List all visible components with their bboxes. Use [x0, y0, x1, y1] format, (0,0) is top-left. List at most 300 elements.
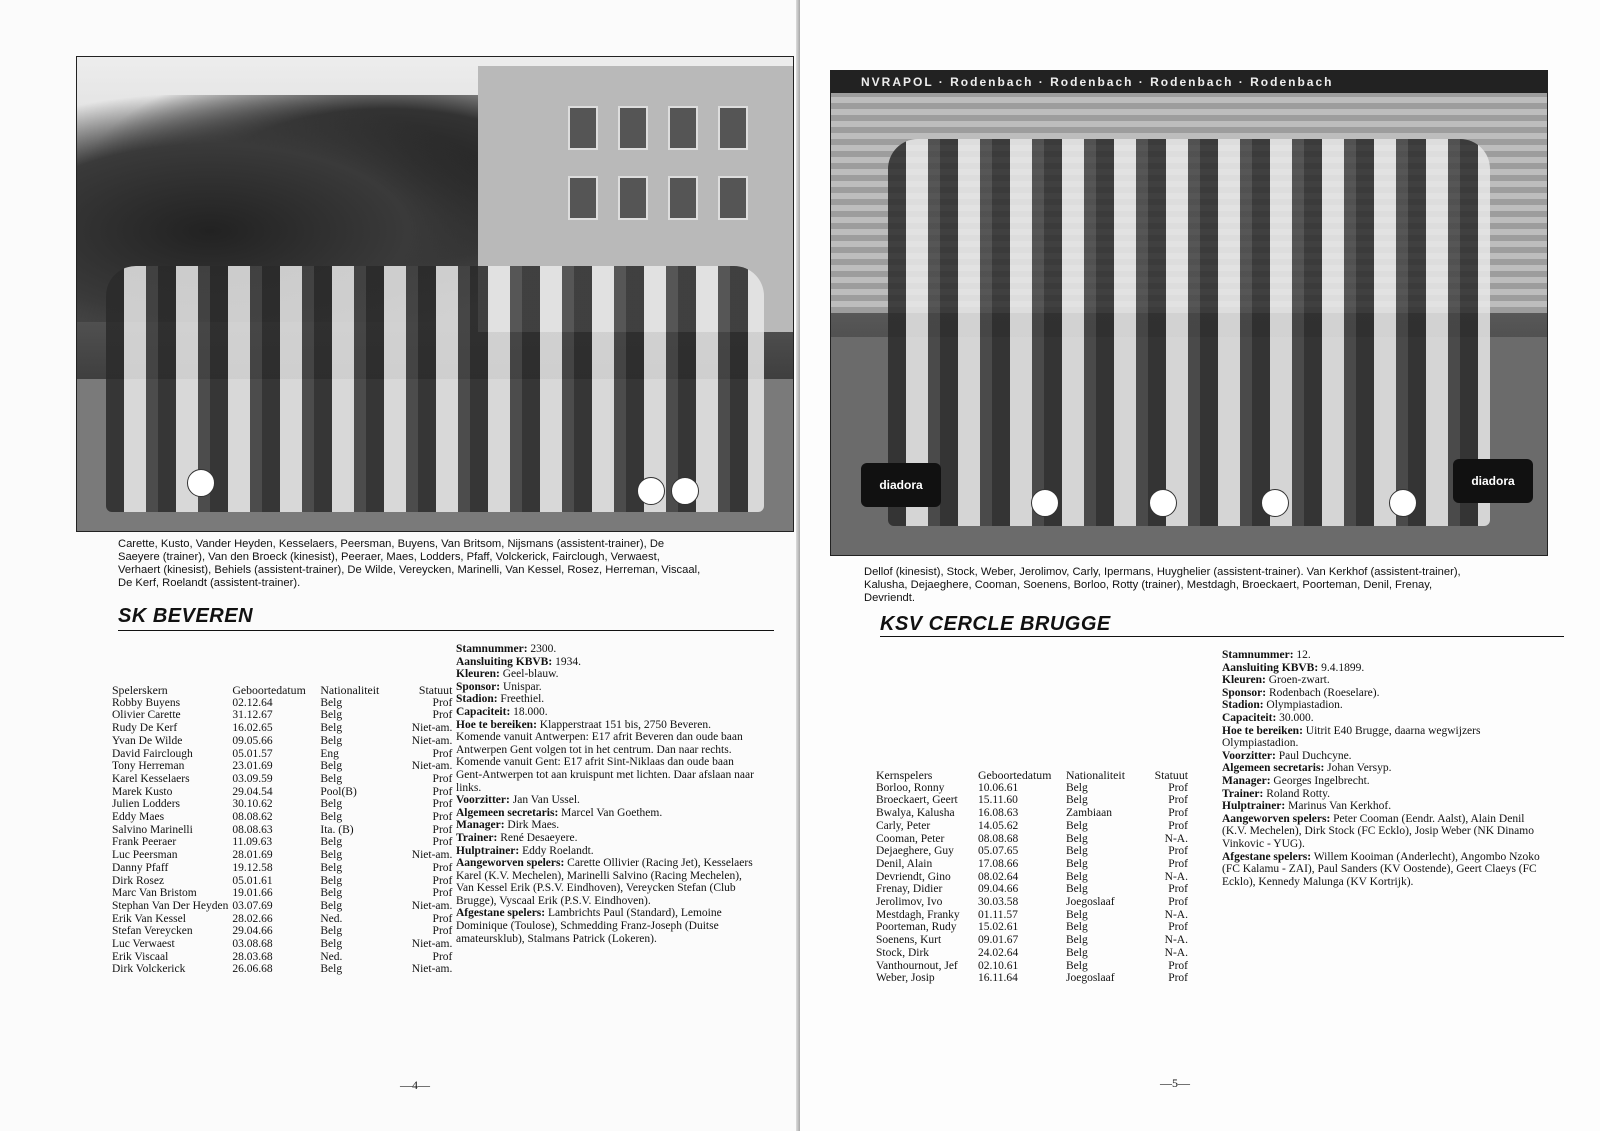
table-row — [112, 798, 456, 811]
roster-header — [876, 769, 1192, 782]
table-row — [876, 883, 1192, 896]
info-value: Jan Van Ussel. — [509, 794, 580, 807]
info-value: Geel-blauw. — [499, 668, 559, 681]
player-nationality: Belg — [320, 709, 343, 722]
info-value: 30.000. — [1276, 711, 1314, 724]
player-status: Niet-am. — [411, 760, 453, 773]
player-birthdate: 08.02.64 — [978, 870, 1019, 883]
football — [1031, 489, 1059, 517]
table-row — [876, 833, 1192, 846]
player-nationality: Belg — [320, 899, 343, 912]
player-name: Bwalya, Kalusha — [876, 807, 955, 820]
player-status: Prof — [1168, 896, 1188, 909]
table-row — [112, 913, 456, 926]
player-nationality: Belg — [320, 811, 343, 824]
player-status: N-A. — [1164, 870, 1188, 883]
player-name: Yvan De Wilde — [112, 734, 183, 747]
player-status: Prof — [1168, 883, 1188, 896]
info-label: Kleuren: — [1222, 674, 1266, 687]
player-status: Prof — [432, 887, 453, 900]
player-nationality: Belg — [320, 887, 343, 900]
info-line — [456, 668, 760, 681]
table-row — [876, 934, 1192, 947]
player-name: Devriendt, Gino — [876, 870, 951, 883]
info-line — [456, 656, 760, 669]
info-label: Capaciteit: — [456, 705, 511, 718]
player-status: Prof — [432, 874, 453, 887]
player-name: Poorteman, Rudy — [876, 921, 957, 934]
info-line — [1222, 800, 1552, 813]
table-row — [876, 858, 1192, 871]
info-value: 2300. — [527, 643, 557, 655]
info-value: Olympiastadion. — [1263, 699, 1343, 712]
castle-window — [718, 106, 748, 150]
player-status: Niet-am. — [411, 734, 453, 747]
info-line — [456, 857, 760, 907]
player-name: Luc Peersman — [112, 849, 178, 862]
player-status: Prof — [432, 709, 453, 722]
castle-window — [718, 176, 748, 220]
table-row — [876, 871, 1192, 884]
player-status: N-A. — [1164, 946, 1188, 959]
player-name: Dirk Rosez — [112, 874, 165, 887]
player-nationality: Belg — [1066, 857, 1088, 870]
photo-caption: Dellof (kinesist), Stock, Weber, Jerolimov, Carly, Ipermans, Huyghelier (assistent-trainer). Van Kerkhof (assistent-trainer), Kalusha, Dejaeghere, Cooman, Soenens, Borloo, Rotty (trainer), Mestdagh, Broeckaert, Poorteman, Denil, Frenay, Devriendt. — [864, 566, 1461, 604]
info-value: Carette Ollivier (Racing Jet), Kesselaers Karel (K.V. Mechelen), Marinelli Salvino (Racing Mechelen), Van Kessel Erik (P.S.V. Eindhoven), Vereycken Stefan (Club Brugge), Vyscaal Erik (P.S.V. Eindhoven). — [456, 857, 753, 907]
col-header-nationality: Nationaliteit — [320, 683, 380, 697]
info-value: Komende vanuit Antwerpen: E17 afrit Beveren dan oude baan Antwerpen Gent volgen tot in het centrum. Dan naar rechts. — [456, 731, 743, 756]
player-name: Carly, Peter — [876, 819, 931, 832]
info-label: Algemeen secretaris: — [456, 806, 559, 819]
player-name: Erik Van Kessel — [112, 912, 186, 925]
player-status: N-A. — [1164, 832, 1188, 845]
player-name: Luc Verwaest — [112, 938, 175, 951]
info-line — [456, 832, 760, 845]
player-nationality: Belg — [1066, 934, 1088, 947]
info-label: Hulptrainer: — [456, 844, 520, 857]
info-line — [456, 693, 760, 706]
info-line — [1222, 674, 1552, 687]
player-nationality: Belg — [1066, 946, 1088, 959]
player-nationality: Ned. — [320, 912, 343, 925]
roster-table — [876, 769, 1192, 985]
player-name: Dejaeghere, Guy — [876, 845, 954, 858]
kit-bag: diadora — [1453, 459, 1533, 503]
player-status: Prof — [432, 861, 453, 874]
player-birthdate: 16.02.65 — [232, 722, 273, 735]
table-row — [112, 748, 456, 761]
player-birthdate: 02.12.64 — [232, 696, 273, 709]
info-value: Marinus Van Kerkhof. — [1285, 800, 1392, 813]
player-name: Dirk Volckerick — [112, 963, 186, 976]
info-line — [1222, 775, 1552, 788]
player-status: Prof — [1168, 857, 1188, 870]
player-birthdate: 09.05.66 — [232, 734, 273, 747]
right-page — [800, 0, 1600, 1131]
player-status: Prof — [1168, 959, 1188, 972]
castle-window — [618, 176, 648, 220]
player-name: Salvino Marinelli — [112, 823, 193, 836]
info-value: Lambrichts Paul (Standard), Lemoine Dominique (Toulose), Schmedding Franz-Joseph (Duitse amateursklub), Stalmans Patrick (Lokeren). — [456, 907, 722, 945]
col-header-status: Statuut — [418, 683, 453, 697]
player-birthdate: 28.02.66 — [232, 912, 273, 925]
info-line — [1222, 662, 1552, 675]
info-label: Stamnummer: — [1222, 649, 1294, 661]
table-row — [112, 824, 456, 837]
info-line — [1222, 788, 1552, 801]
player-name: Jerolimov, Ivo — [876, 896, 943, 909]
info-value: Dirk Maes. — [504, 819, 560, 832]
info-line — [456, 681, 760, 694]
info-value: 1934. — [552, 655, 581, 668]
player-birthdate: 05.07.65 — [978, 845, 1019, 858]
info-value: Groen-zwart. — [1265, 674, 1330, 687]
player-status: Prof — [432, 785, 453, 798]
player-nationality: Belg — [320, 772, 343, 785]
page-number: —4— — [400, 1078, 430, 1092]
table-row — [112, 963, 456, 976]
player-nationality: Ned. — [320, 950, 343, 963]
roster-header — [112, 684, 456, 697]
player-status: Niet-am. — [411, 849, 453, 862]
col-header-name: Kernspelers — [876, 768, 933, 782]
player-status: Prof — [432, 772, 453, 785]
player-name: Borloo, Ronny — [876, 781, 945, 794]
player-name: Mestdagh, Franky — [876, 908, 960, 921]
player-nationality: Belg — [1066, 845, 1088, 858]
player-status: Prof — [432, 696, 453, 709]
player-name: Stephan Van Der Heyden — [112, 899, 229, 912]
player-nationality: Belg — [320, 849, 343, 862]
player-status: Niet-am. — [411, 963, 453, 976]
info-value: Freethiel. — [497, 693, 545, 706]
info-value: Uitrit E40 Brugge, daarna wegwijzers Olympiastadion. — [1222, 724, 1481, 750]
castle-window — [568, 106, 598, 150]
roster-body — [876, 782, 1192, 985]
player-status: Niet-am. — [411, 722, 453, 735]
player-nationality: Belg — [320, 798, 343, 811]
castle-window — [618, 106, 648, 150]
info-line — [1222, 813, 1552, 851]
castle-window — [668, 106, 698, 150]
team-photo-beveren — [76, 56, 794, 532]
player-name: Tony Herreman — [112, 760, 185, 773]
player-nationality: Belg — [1066, 794, 1088, 807]
player-birthdate: 03.07.69 — [232, 899, 273, 912]
player-name: Marc Van Bristom — [112, 887, 197, 900]
player-birthdate: 09.04.66 — [978, 883, 1019, 896]
info-value: Peter Cooman (Eendr. Aalst), Alain Denil (K.V. Mechelen), Dirk Stock (FC Ecklo), Josip Weber (NK Dinamo Vinkovic - YUG). — [1222, 812, 1534, 850]
player-name: Karel Kesselaers — [112, 772, 190, 785]
kit-bag: diadora — [861, 463, 941, 507]
player-birthdate: 29.04.54 — [232, 785, 273, 798]
info-line — [456, 794, 760, 807]
player-status: Niet-am. — [411, 938, 453, 951]
player-nationality: Ita. (B) — [320, 823, 354, 836]
info-line — [456, 643, 760, 656]
info-line — [456, 719, 760, 732]
info-label: Aansluiting KBVB: — [1222, 661, 1319, 674]
stadium-banner: NVRAPOL · Rodenbach · Rodenbach · Rodenbach · Rodenbach — [831, 71, 1547, 93]
info-label: Algemeen secretaris: — [1222, 762, 1325, 775]
club-info — [1222, 649, 1552, 888]
info-label: Capaciteit: — [1222, 711, 1277, 724]
castle-window — [668, 176, 698, 220]
info-value: Rodenbach (Roeselare). — [1266, 686, 1380, 699]
info-value: René Desaeyere. — [497, 831, 578, 844]
table-row — [876, 794, 1192, 807]
player-name: Weber, Josip — [876, 972, 935, 985]
player-nationality: Belg — [320, 861, 343, 874]
player-name: Frank Peeraer — [112, 836, 177, 849]
player-status: Prof — [1168, 794, 1188, 807]
player-name: Danny Pfaff — [112, 861, 169, 874]
player-name: Soenens, Kurt — [876, 934, 942, 947]
player-nationality: Belg — [1066, 819, 1088, 832]
info-value: Klapperstraat 151 bis, 2750 Beveren. — [536, 718, 711, 731]
player-birthdate: 16.08.63 — [978, 807, 1019, 820]
page-number: —5— — [1160, 1076, 1190, 1090]
title-rule — [880, 636, 1564, 637]
roster-body — [112, 697, 456, 976]
table-row — [112, 697, 456, 710]
player-nationality: Belg — [320, 874, 343, 887]
info-label: Hoe te bereiken: — [456, 718, 537, 731]
player-birthdate: 14.05.62 — [978, 819, 1019, 832]
info-label: Trainer: — [1222, 787, 1264, 800]
player-name: Robby Buyens — [112, 696, 181, 709]
photo-players — [888, 139, 1489, 526]
table-row — [112, 760, 456, 773]
info-value: Marcel Van Goethem. — [558, 806, 663, 819]
player-nationality: Belg — [320, 925, 343, 938]
football — [1149, 489, 1177, 517]
player-status: Niet-am. — [411, 899, 453, 912]
info-value: 9.4.1899. — [1318, 661, 1365, 674]
col-header-birthdate: Geboortedatum — [232, 683, 306, 697]
table-row — [876, 960, 1192, 973]
info-value: Komende vanuit Gent: E17 afrit Sint-Niklaas dan oude baan Gent-Antwerpen tot aan kruispunt met lichten. Daar afslaan naar links. — [456, 756, 754, 794]
football — [1389, 489, 1417, 517]
table-row — [112, 709, 456, 722]
info-label: Stamnummer: — [456, 643, 528, 655]
info-label: Hoe te bereiken: — [1222, 724, 1303, 737]
player-nationality: Pool(B) — [320, 785, 357, 798]
player-birthdate: 28.01.69 — [232, 849, 273, 862]
player-status: Prof — [432, 798, 453, 811]
table-row — [876, 972, 1192, 985]
player-name: Vanthournout, Jef — [876, 959, 958, 972]
player-name: Rudy De Kerf — [112, 722, 178, 735]
info-label: Voorzitter: — [456, 794, 510, 807]
player-nationality: Belg — [1066, 959, 1088, 972]
player-name: Denil, Alain — [876, 857, 933, 870]
player-status: Prof — [1168, 781, 1188, 794]
player-birthdate: 23.01.69 — [232, 760, 273, 773]
info-line — [456, 819, 760, 832]
info-label: Aangeworven spelers: — [456, 857, 565, 870]
info-line — [1222, 649, 1552, 662]
info-line — [456, 731, 760, 756]
table-row — [112, 925, 456, 938]
photo-caption: Carette, Kusto, Vander Heyden, Kesselaers, Peersman, Buyens, Van Britsom, Nijsmans (assistent-trainer), De Saeyere (trainer), Van den Broeck (kinesist), Peeraer, Maes, Lodders, Pfaff, Volckerick, Fairclough, Verwaest, Verhaert (kinesist), Behiels (assistent-trainer), De Wilde, Vereycken, Marinelli, Van Kessel, Rosez, Herreman, Viscaal, De Kerf, Roelandt (assistent-trainer). — [118, 538, 701, 589]
player-birthdate: 16.11.64 — [978, 972, 1018, 985]
table-row — [112, 951, 456, 964]
player-birthdate: 05.01.61 — [232, 874, 273, 887]
table-row — [112, 836, 456, 849]
info-line — [1222, 687, 1552, 700]
info-label: Kleuren: — [456, 668, 500, 681]
player-name: Stefan Vereycken — [112, 925, 193, 938]
player-status: Prof — [432, 836, 453, 849]
player-status: Prof — [1168, 807, 1188, 820]
player-birthdate: 11.09.63 — [232, 836, 273, 849]
player-nationality: Belg — [320, 963, 343, 976]
player-name: Frenay, Didier — [876, 883, 943, 896]
player-birthdate: 02.10.61 — [978, 959, 1019, 972]
player-birthdate: 24.02.64 — [978, 946, 1019, 959]
team-photo-cercle-brugge — [830, 70, 1548, 556]
col-header-nationality: Nationaliteit — [1066, 768, 1125, 782]
player-birthdate: 08.08.63 — [232, 823, 273, 836]
player-birthdate: 26.06.68 — [232, 963, 273, 976]
table-row — [876, 896, 1192, 909]
player-nationality: Belg — [1066, 921, 1088, 934]
player-nationality: Belg — [320, 938, 343, 951]
info-value: Unispar. — [500, 680, 542, 693]
player-birthdate: 05.01.57 — [232, 747, 273, 760]
info-value: 12. — [1293, 649, 1311, 661]
football — [671, 477, 699, 505]
info-label: Sponsor: — [1222, 686, 1267, 699]
player-nationality: Joegoslaaf — [1066, 896, 1115, 909]
player-status: Prof — [432, 950, 453, 963]
info-label: Aansluiting KBVB: — [456, 655, 553, 668]
info-label: Aangeworven spelers: — [1222, 812, 1331, 825]
info-line — [1222, 762, 1552, 775]
player-birthdate: 03.08.68 — [232, 938, 273, 951]
info-label: Manager: — [1222, 774, 1271, 787]
table-row — [112, 773, 456, 786]
info-line — [456, 845, 760, 858]
player-status: Prof — [432, 747, 453, 760]
table-row — [876, 782, 1192, 795]
player-name: Stock, Dirk — [876, 946, 930, 959]
info-value: 18.000. — [510, 705, 548, 718]
player-birthdate: 10.06.61 — [978, 781, 1019, 794]
player-birthdate: 15.02.61 — [978, 921, 1019, 934]
table-row — [112, 786, 456, 799]
player-nationality: Belg — [320, 760, 343, 773]
player-birthdate: 30.10.62 — [232, 798, 273, 811]
table-row — [876, 909, 1192, 922]
player-birthdate: 30.03.58 — [978, 896, 1019, 909]
info-line — [1222, 851, 1552, 889]
info-line — [456, 807, 760, 820]
info-line — [456, 756, 760, 794]
table-row — [112, 938, 456, 951]
info-value: Georges Ingelbrecht. — [1270, 774, 1370, 787]
table-row — [112, 735, 456, 748]
player-status: Prof — [432, 823, 453, 836]
info-value: Paul Duchcyne. — [1275, 749, 1352, 762]
info-value: Roland Rotty. — [1263, 787, 1330, 800]
info-value: Eddy Roelandt. — [519, 844, 594, 857]
table-row — [112, 900, 456, 913]
player-nationality: Zambiaan — [1066, 807, 1112, 820]
player-nationality: Joegoslaaf — [1066, 972, 1115, 985]
player-birthdate: 01.11.57 — [978, 908, 1018, 921]
col-header-birthdate: Geboortedatum — [978, 768, 1052, 782]
table-row — [876, 807, 1192, 820]
info-value: Johan Versyp. — [1324, 762, 1392, 775]
info-line — [1222, 712, 1552, 725]
player-nationality: Belg — [1066, 870, 1088, 883]
player-status: Prof — [1168, 845, 1188, 858]
info-line — [456, 907, 760, 945]
player-birthdate: 29.04.66 — [232, 925, 273, 938]
info-line — [1222, 725, 1552, 750]
player-birthdate: 28.03.68 — [232, 950, 273, 963]
info-line — [1222, 750, 1552, 763]
player-name: Olivier Carette — [112, 709, 181, 722]
player-birthdate: 08.08.68 — [978, 832, 1019, 845]
player-birthdate: 09.01.67 — [978, 934, 1019, 947]
player-status: Prof — [1168, 921, 1188, 934]
info-label: Afgestane spelers: — [1222, 850, 1312, 863]
player-status: Prof — [432, 912, 453, 925]
table-row — [112, 887, 456, 900]
player-status: N-A. — [1164, 908, 1188, 921]
player-name: Erik Viscaal — [112, 950, 169, 963]
info-label: Trainer: — [456, 831, 498, 844]
player-name: Eddy Maes — [112, 811, 165, 824]
table-row — [876, 820, 1192, 833]
info-label: Afgestane spelers: — [456, 907, 546, 920]
col-header-name: Spelerskern — [112, 683, 168, 697]
title-rule — [118, 630, 774, 631]
col-header-status: Statuut — [1154, 768, 1188, 782]
info-label: Stadion: — [456, 693, 498, 706]
player-nationality: Belg — [320, 696, 343, 709]
club-title: SK BEVEREN — [118, 605, 254, 627]
info-value: Willem Kooiman (Anderlecht), Angombo Nzoko (FC Kalamu - ZAI), Paul Sanders (KV Oostende), Geert Claeys (FC Ecklo), Kennedy Malunga (KV Kortrijk). — [1222, 850, 1540, 888]
info-label: Sponsor: — [456, 680, 501, 693]
player-nationality: Belg — [320, 722, 343, 735]
info-label: Manager: — [456, 819, 505, 832]
football — [187, 469, 215, 497]
football — [1261, 489, 1289, 517]
player-status: Prof — [1168, 819, 1188, 832]
player-status: Prof — [432, 811, 453, 824]
table-row — [112, 875, 456, 888]
player-status: Prof — [1168, 972, 1188, 985]
player-nationality: Belg — [1066, 883, 1088, 896]
player-name: David Fairclough — [112, 747, 193, 760]
table-row — [112, 849, 456, 862]
player-nationality: Belg — [1066, 832, 1088, 845]
table-row — [112, 811, 456, 824]
player-status: N-A. — [1164, 934, 1188, 947]
player-nationality: Belg — [1066, 908, 1088, 921]
player-nationality: Belg — [320, 734, 343, 747]
player-birthdate: 19.01.66 — [232, 887, 273, 900]
info-label: Stadion: — [1222, 699, 1264, 712]
info-line — [1222, 699, 1552, 712]
player-nationality: Belg — [1066, 781, 1088, 794]
player-name: Broeckaert, Geert — [876, 794, 958, 807]
player-birthdate: 19.12.58 — [232, 861, 273, 874]
